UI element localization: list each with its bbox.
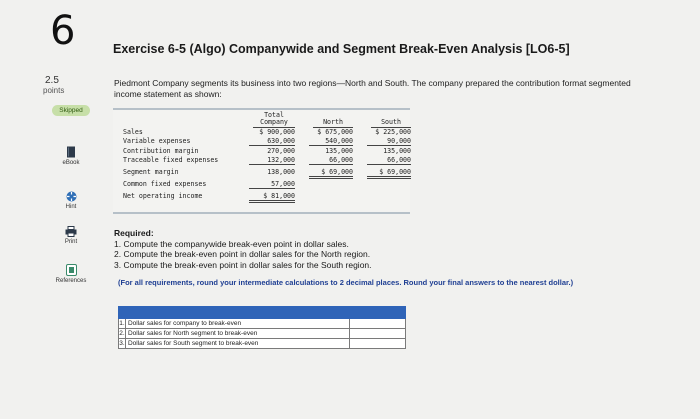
references-icon <box>66 264 77 276</box>
points-label: points <box>43 86 65 95</box>
answer-table-header <box>119 307 406 319</box>
answer-row-number: 1. <box>119 320 125 327</box>
row-label-contribution-margin: Contribution margin <box>123 147 199 155</box>
segment-margin-south: $ 69,000 <box>367 166 411 179</box>
answer-row-label: Dollar sales for South segment to break-even <box>125 339 349 349</box>
company-break-even-input[interactable] <box>350 320 405 328</box>
print-label: Print <box>64 239 78 245</box>
row-label-variable-expenses: Variable expenses <box>123 137 191 145</box>
net-operating-income-total: $ 81,000 <box>249 191 295 203</box>
contribution-margin-north: 135,000 <box>325 147 353 155</box>
traceable-fixed-total: 132,000 <box>249 156 295 165</box>
variable-expenses-south: 90,000 <box>367 137 411 146</box>
question-number: 6 <box>50 8 76 54</box>
question-intro: Piedmont Company segments its business into two regions—North and South. The company prepared the contribution format segmented income statement as shown: <box>114 78 631 99</box>
common-fixed-total: 57,000 <box>249 180 295 189</box>
required-heading: Required: <box>114 228 154 238</box>
required-section <box>114 228 372 270</box>
rounding-instructions: (For all requirements, round your intermediate calculations to 2 decimal places. Round your final answers to the nearest dollar.) <box>118 278 574 287</box>
answer-row-number: 3. <box>119 340 125 347</box>
answer-row-label: Dollar sales for company to break-even <box>125 319 349 329</box>
sales-total: $ 900,000 <box>259 128 295 136</box>
south-header: South <box>371 119 411 128</box>
answer-row-number: 2. <box>119 330 125 337</box>
points-value: 2.5 <box>45 75 59 86</box>
row-label-common-fixed-expenses: Common fixed expenses <box>123 180 207 188</box>
hint-tool[interactable] <box>48 191 94 210</box>
hint-icon <box>66 191 77 202</box>
sales-south: $ 225,000 <box>375 128 411 136</box>
traceable-fixed-north: 66,000 <box>309 156 353 165</box>
north-header: North <box>313 119 353 128</box>
row-label-net-operating-income: Net operating income <box>123 192 203 200</box>
book-icon <box>66 146 76 158</box>
hint-label: Hint <box>65 204 77 210</box>
traceable-fixed-south: 66,000 <box>367 156 411 165</box>
print-icon <box>65 226 77 237</box>
answer-table <box>118 306 406 349</box>
required-item-3: 3. Compute the break-even point in dollar sales for the South region. <box>114 259 372 270</box>
contribution-margin-south: 135,000 <box>383 147 411 155</box>
sales-north: $ 675,000 <box>317 128 353 136</box>
contribution-margin-total: 270,000 <box>267 147 295 155</box>
required-item-1: 1. Compute the companywide break-even point in dollar sales. <box>114 238 349 249</box>
references-tool[interactable] <box>48 264 94 284</box>
row-label-traceable-fixed-expenses: Traceable fixed expenses <box>123 156 219 164</box>
segment-margin-total: 138,000 <box>267 168 295 176</box>
row-label-sales: Sales <box>123 128 143 136</box>
south-break-even-input[interactable] <box>350 340 405 348</box>
total-header-line1: Total <box>264 111 284 119</box>
variable-expenses-total: 630,000 <box>249 137 295 146</box>
answer-header-cell-label <box>119 307 350 319</box>
ebook-label: eBook <box>62 160 80 166</box>
answer-row <box>119 329 406 339</box>
row-label-segment-margin: Segment margin <box>123 168 179 176</box>
exercise-title: Exercise 6-5 (Algo) Companywide and Segment Break-Even Analysis [LO6-5] <box>113 42 570 56</box>
ebook-tool[interactable] <box>48 146 94 166</box>
total-header-line2: Company <box>253 119 295 128</box>
segmented-income-statement <box>113 108 410 214</box>
status-badge: Skipped <box>52 105 90 116</box>
answer-row-label: Dollar sales for North segment to break-even <box>125 329 349 339</box>
references-label: References <box>55 278 87 284</box>
answer-row <box>119 319 406 329</box>
print-tool[interactable] <box>48 226 94 245</box>
answer-row <box>119 339 406 349</box>
required-item-2: 2. Compute the break-even point in dollar sales for the North region. <box>114 249 371 259</box>
answer-header-cell-value <box>349 307 405 319</box>
segment-margin-north: $ 69,000 <box>309 166 353 179</box>
north-break-even-input[interactable] <box>350 330 405 338</box>
variable-expenses-north: 540,000 <box>309 137 353 146</box>
